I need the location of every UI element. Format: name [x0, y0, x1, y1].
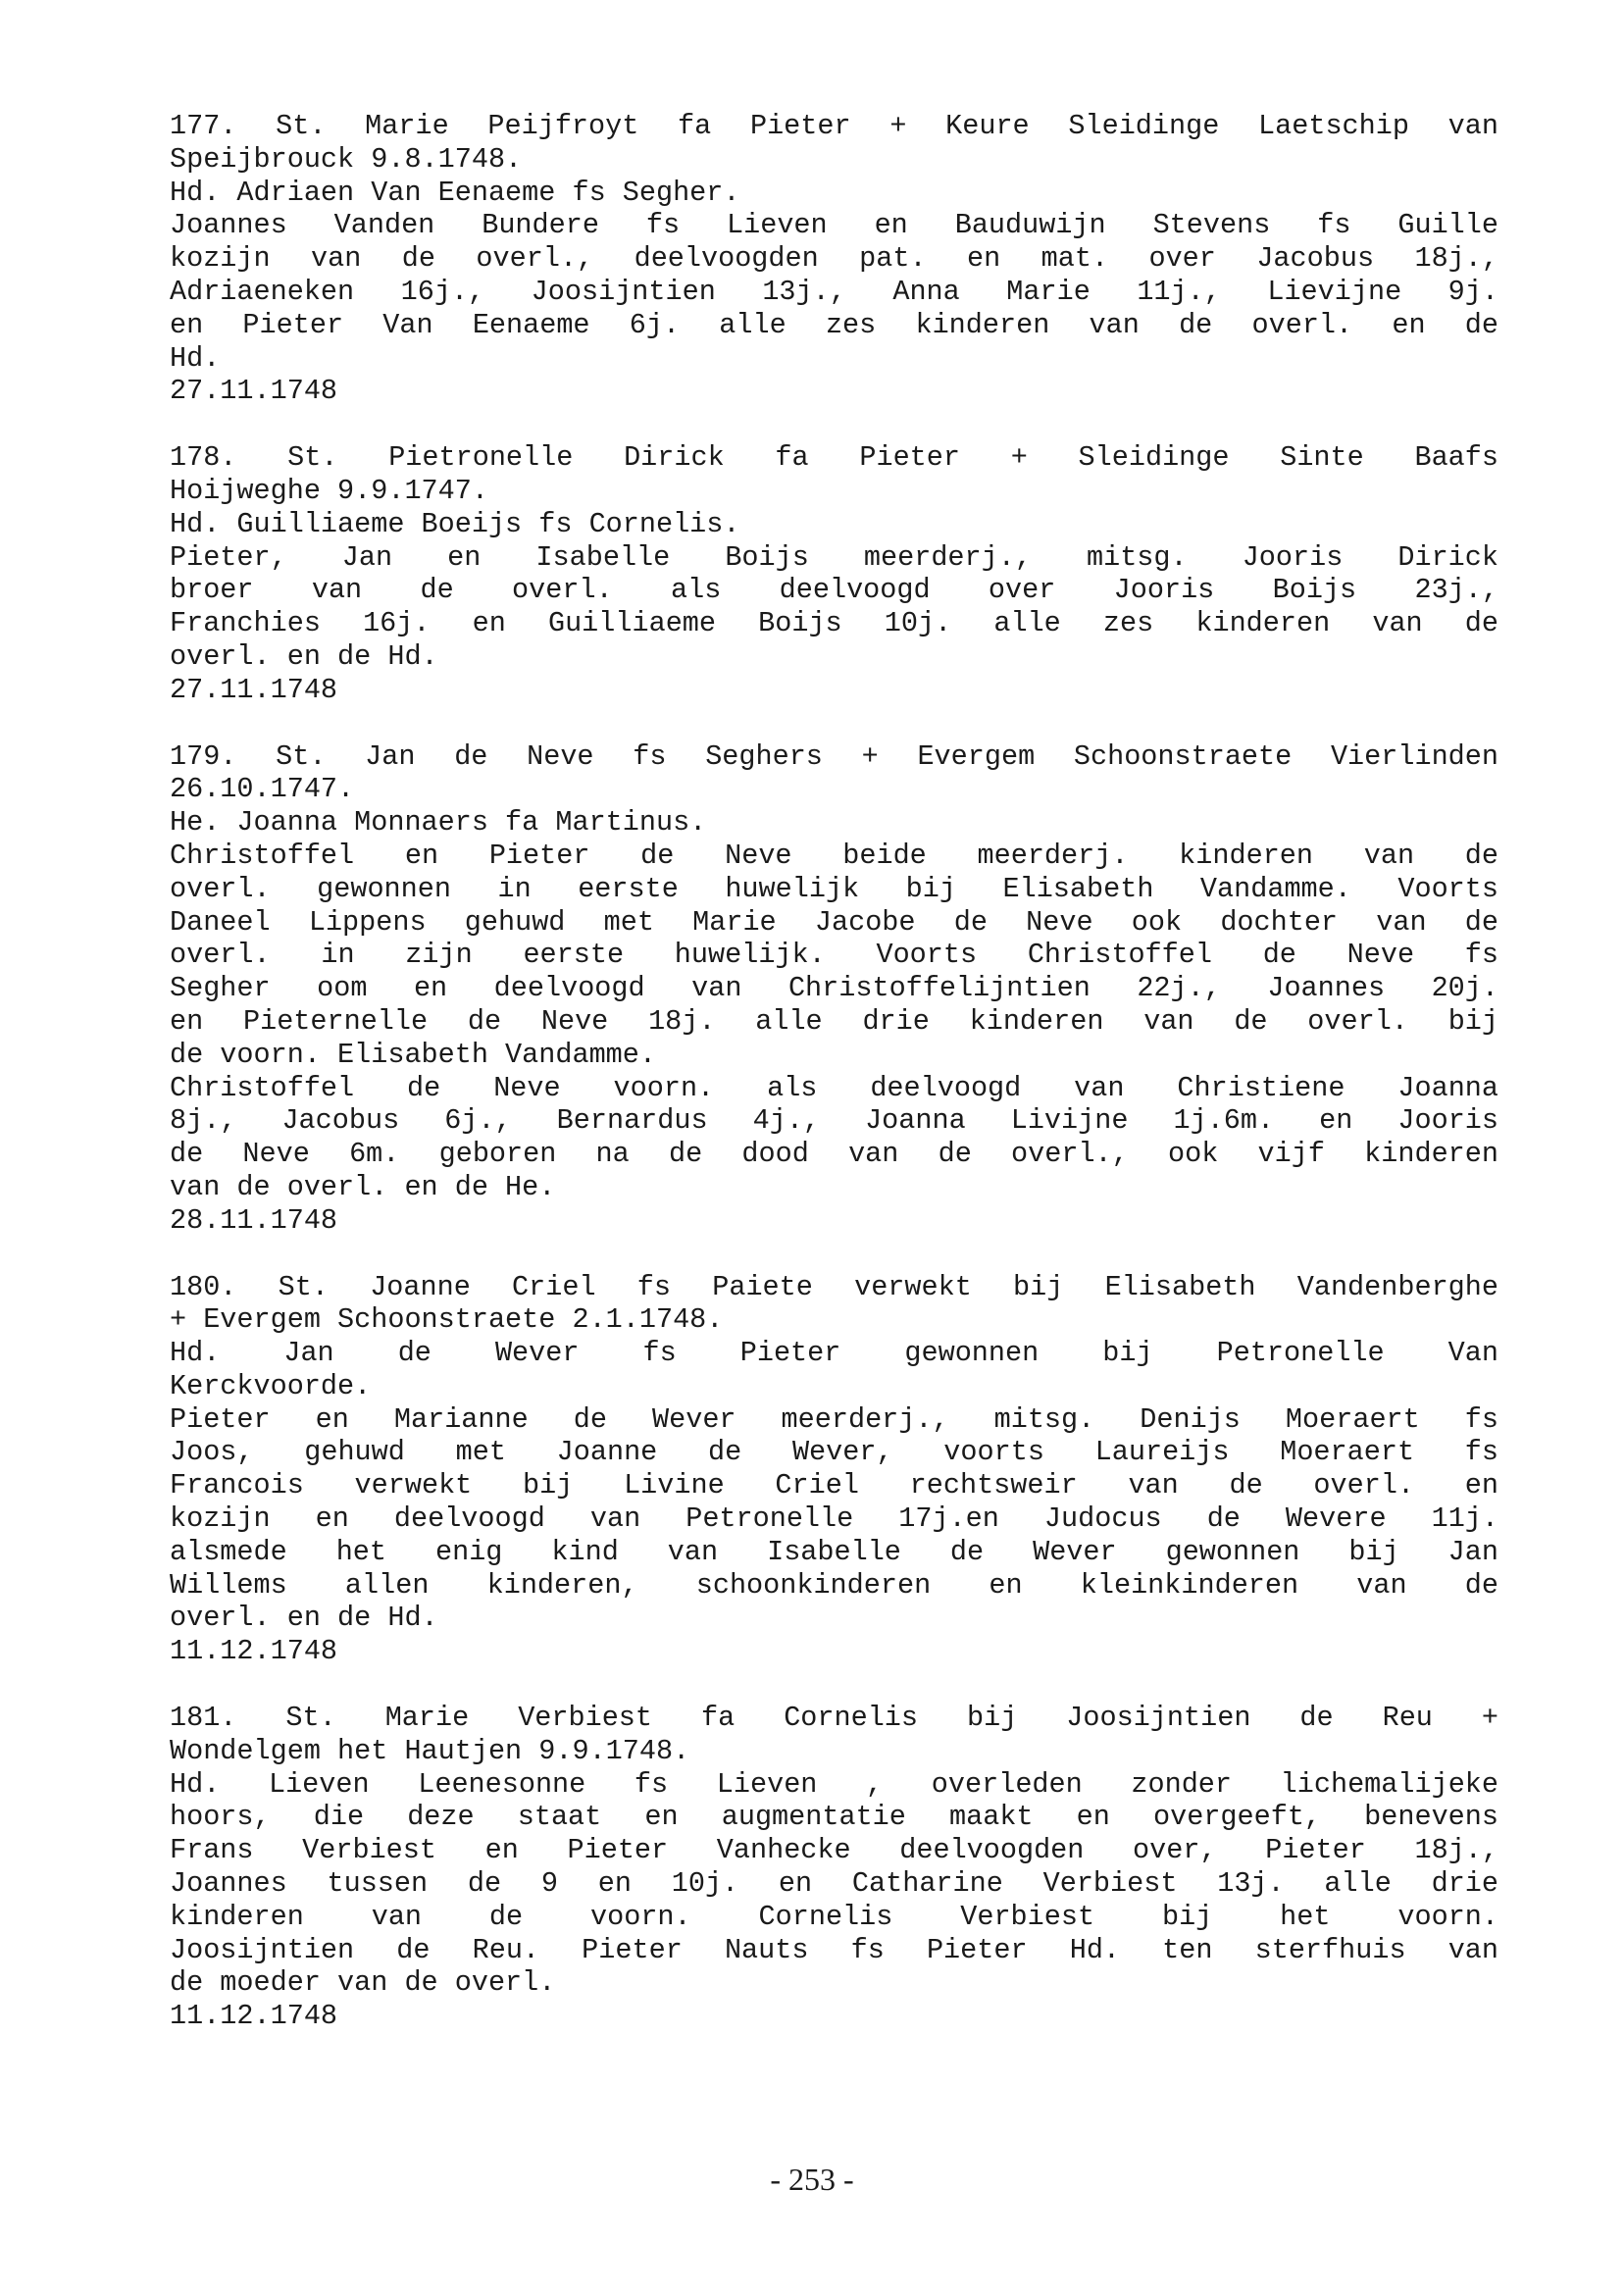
entry-line: broer van de overl. als deelvoogd over Jooris Boijs 23j.,: [170, 574, 1498, 607]
entry-line: Hd. Jan de Wever fs Pieter gewonnen bij Petronelle Van: [170, 1337, 1498, 1370]
entry-line: de moeder van de overl.: [170, 1966, 556, 2000]
entry-line: Pieter, Jan en Isabelle Boijs meerderj., mitsg. Jooris Dirick: [170, 540, 1498, 574]
entry-line: Joannes Vanden Bundere fs Lieven en Bauduwijn Stevens fs Guille: [170, 209, 1498, 242]
entry-line: 8j., Jacobus 6j., Bernardus 4j., Joanna Livijne 1j.6m. en Jooris: [170, 1104, 1498, 1138]
entry-line: Adriaeneken 16j., Joosijntien 13j., Anna Marie 11j., Lievijne 9j.: [170, 275, 1498, 308]
entry-line: Speijbrouck 9.8.1748.: [170, 142, 523, 176]
entry-line: He. Joanna Monnaers fa Martinus.: [170, 806, 707, 840]
entry-line: Willems allen kinderen, schoonkinderen en kleinkinderen van de: [170, 1568, 1498, 1602]
entry-line: kozijn van de overl., deelvoogden pat. en mat. over Jacobus 18j.,: [170, 242, 1498, 276]
entry-line: van de overl. en de He.: [170, 1170, 556, 1203]
entry-line: Hd. Guilliaeme Boeijs fs Cornelis.: [170, 507, 740, 540]
entry-line: kozijn en deelvoogd van Petronelle 17j.en Judocus de Wevere 11j.: [170, 1502, 1498, 1536]
entry-date: 11.12.1748: [170, 2000, 338, 2033]
entry-line: Joannes tussen de 9 en 10j. en Catharine Verbiest 13j. alle drie: [170, 1867, 1498, 1901]
entry-line: Frans Verbiest en Pieter Vanhecke deelvoogden over, Pieter 18j.,: [170, 1834, 1498, 1867]
entry-line: 26.10.1747.: [170, 773, 355, 806]
entry-line: 180. St. Joanne Criel fs Paiete verwekt bij Elisabeth Vandenberghe: [170, 1270, 1498, 1303]
entry-line: Kerckvoorde.: [170, 1369, 372, 1402]
entry-line: overl. en de Hd.: [170, 1602, 438, 1635]
entry-line: 177. St. Marie Peijfroyt fa Pieter + Keure Sleidinge Laetschip van: [170, 110, 1498, 142]
entry-line: Hd.: [170, 341, 221, 375]
entry-date: 27.11.1748: [170, 375, 338, 408]
entry-line: kinderen van de voorn. Cornelis Verbiest bij het voorn.: [170, 1900, 1498, 1933]
entry-line: overl. gewonnen in eerste huwelijk bij Elisabeth Vandamme. Voorts: [170, 872, 1498, 905]
entry-date: 11.12.1748: [170, 1635, 338, 1668]
entry-line: en Pieter Van Eenaeme 6j. alle zes kinderen van de overl. en de: [170, 308, 1498, 341]
entry-179: [170, 740, 1498, 1238]
entry-line: overl. in zijn eerste huwelijk. Voorts Christoffel de Neve fs: [170, 939, 1498, 972]
entry-date: 27.11.1748: [170, 673, 338, 706]
entry-line: de Neve 6m. geboren na de dood van de overl., ook vijf kinderen: [170, 1138, 1498, 1171]
entry-line: Hoijweghe 9.9.1747.: [170, 474, 488, 507]
entry-line: 179. St. Jan de Neve fs Seghers + Evergem Schoonstraete Vierlinden: [170, 739, 1498, 773]
entry-line: Wondelgem het Hautjen 9.9.1748.: [170, 1734, 690, 1767]
entry-178: [170, 441, 1498, 706]
entry-line: Franchies 16j. en Guilliaeme Boijs 10j. alle zes kinderen van de: [170, 607, 1498, 640]
entry-line: Joos, gehuwd met Joanne de Wever, voorts Laureijs Moeraert fs: [170, 1436, 1498, 1469]
entry-line: en Pieternelle de Neve 18j. alle drie kinderen van de overl. bij: [170, 1004, 1498, 1038]
document-body: [170, 110, 1498, 2066]
entry-date: 28.11.1748: [170, 1203, 338, 1237]
entry-line: Hd. Lieven Leenesonne fs Lieven , overleden zonder lichemalijeke: [170, 1767, 1498, 1801]
page-number: - 253 -: [770, 2162, 854, 2197]
entry-line: Hd. Adriaen Van Eenaeme fs Segher.: [170, 176, 740, 209]
entry-line: + Evergem Schoonstraete 2.1.1748.: [170, 1303, 724, 1337]
entry-181: [170, 1702, 1498, 2033]
entry-line: 181. St. Marie Verbiest fa Cornelis bij Joosijntien de Reu +: [170, 1702, 1498, 1735]
entry-line: Daneel Lippens gehuwd met Marie Jacobe de Neve ook dochter van de: [170, 905, 1498, 939]
entry-177: [170, 110, 1498, 408]
entry-line: 178. St. Pietronelle Dirick fa Pieter + Sleidinge Sinte Baafs: [170, 441, 1498, 475]
entry-line: hoors, die deze staat en augmentatie maakt en overgeeft, benevens: [170, 1801, 1498, 1834]
entry-line: Christoffel de Neve voorn. als deelvoogd van Christiene Joanna: [170, 1071, 1498, 1104]
entry-line: Francois verwekt bij Livine Criel rechtsweir van de overl. en: [170, 1469, 1498, 1502]
entry-line: Christoffel en Pieter de Neve beide meerderj. kinderen van de: [170, 839, 1498, 872]
entry-line: Joosijntien de Reu. Pieter Nauts fs Pieter Hd. ten sterfhuis van: [170, 1933, 1498, 1966]
entry-line: Pieter en Marianne de Wever meerderj., mitsg. Denijs Moeraert fs: [170, 1402, 1498, 1436]
entry-line: Segher oom en deelvoogd van Christoffelijntien 22j., Joannes 20j.: [170, 972, 1498, 1005]
entry-line: overl. en de Hd.: [170, 639, 438, 673]
entry-line: alsmede het enig kind van Isabelle de Wever gewonnen bij Jan: [170, 1535, 1498, 1568]
entry-180: [170, 1271, 1498, 1669]
entry-line: de voorn. Elisabeth Vandamme.: [170, 1038, 656, 1071]
